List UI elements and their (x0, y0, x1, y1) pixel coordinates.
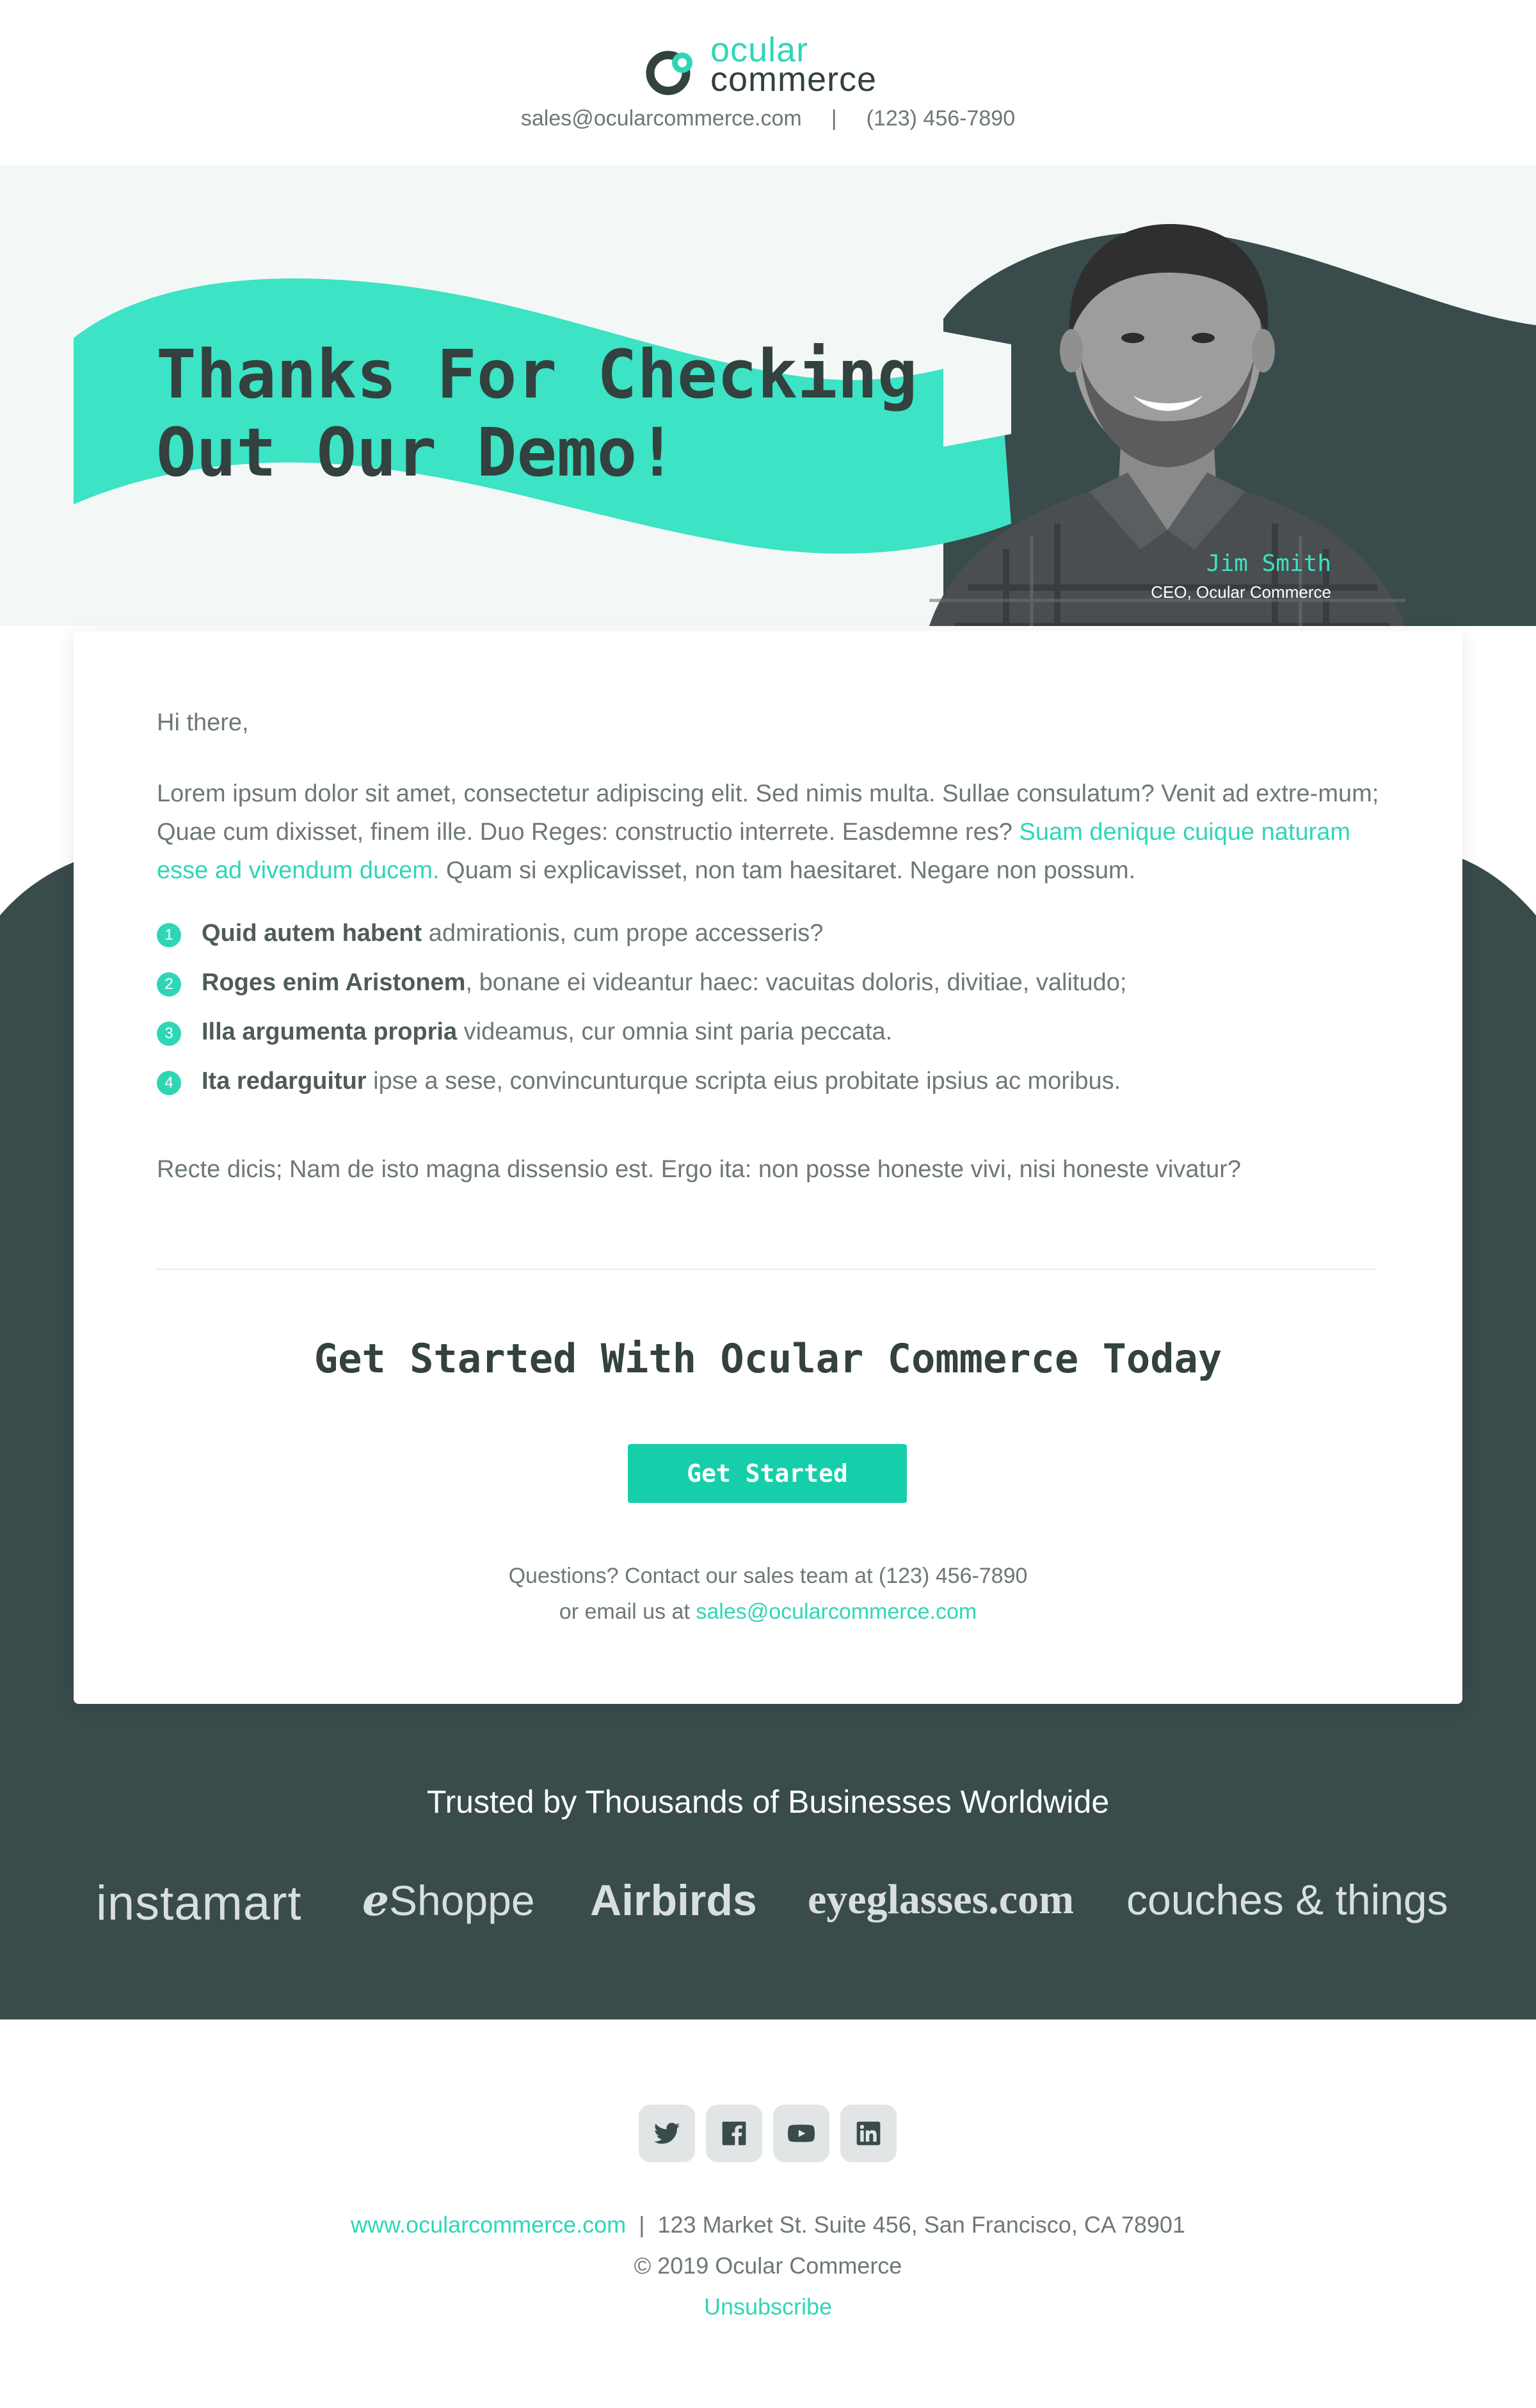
facebook-icon (720, 2119, 748, 2147)
ocular-commerce-logo[interactable] (645, 31, 901, 99)
number-badge: 1 (157, 923, 181, 947)
list-item-text: ipse a sese, convincunturque scripta eius probitate ipsius ac moribus. (366, 1068, 1121, 1095)
brand-logo-eyeglasses: eyeglasses.com (808, 1876, 1075, 1923)
footer-address: 123 Market St. Suite 456, San Francisco, CA 78901 (657, 2211, 1185, 2238)
questions-email-link[interactable]: sales@ocularcommerce.com (696, 1600, 977, 1624)
list-item (157, 1013, 1392, 1062)
intro-inline-link[interactable]: Suam denique cuique naturam esse ad vivendum ducem. (157, 819, 1351, 884)
questions-prefix: or email us at (559, 1600, 696, 1624)
list-item-text: , bonane ei videantur haec: vacuitas doloris, divitiae, valitudo; (465, 969, 1127, 996)
twitter-button[interactable] (639, 2105, 695, 2162)
intro-paragraph (157, 775, 1392, 890)
intro-text-after: Quam si explicavisset, non tam haesitaret. Negare non possum. (439, 857, 1136, 884)
youtube-icon (787, 2119, 815, 2147)
trusted-heading: Trusted by Thousands of Businesses Worldwide (426, 1784, 1110, 1820)
questions-line-2 (74, 1594, 1462, 1630)
hero-title: Thanks For Checking Out Our Demo! (156, 335, 918, 492)
footer-copyright: © 2019 Ocular Commerce (634, 2252, 902, 2279)
ceo-role: CEO, Ocular Commerce (1151, 582, 1331, 602)
questions-text (74, 1558, 1462, 1630)
list-item (157, 914, 1392, 963)
ceo-name: Jim Smith (1206, 550, 1331, 577)
header-contact-line (0, 106, 1536, 131)
list-item (157, 963, 1392, 1013)
youtube-button[interactable] (773, 2105, 829, 2162)
brand-logo-eshoppe (362, 1875, 535, 1925)
cta-heading: Get Started With Ocular Commerce Today (314, 1335, 1222, 1382)
list-item-bold: Illa argumenta propria (202, 1018, 458, 1045)
footer-website-link[interactable]: www.ocularcommerce.com (351, 2211, 627, 2238)
number-badge: 4 (157, 1071, 181, 1095)
numbered-list (157, 914, 1392, 1111)
list-item-text: videamus, cur omnia sint paria peccata. (457, 1018, 893, 1045)
email-header (0, 0, 1536, 165)
divider (157, 1269, 1377, 1270)
linkedin-button[interactable] (840, 2105, 897, 2162)
message-card (74, 631, 1462, 1704)
social-links (639, 2105, 897, 2165)
logo-word-ocular: ocular (710, 31, 809, 69)
brand-logo-instamart: instamart (96, 1876, 302, 1930)
brand-eshoppe-name: Shoppe (389, 1877, 535, 1924)
footer-separator: | (639, 2211, 645, 2238)
email-footer (0, 2019, 1536, 2408)
brand-logo-airbirds: Airbirds (590, 1876, 757, 1925)
header-email-link[interactable]: sales@ocularcommerce.com (520, 106, 802, 131)
header-phone-link[interactable]: (123) 456-7890 (866, 106, 1016, 131)
brand-logo-couches-things: couches & things (1126, 1876, 1448, 1923)
facebook-button[interactable] (706, 2105, 762, 2162)
list-item-text: admirationis, cum prope accesseris? (422, 920, 824, 947)
logo-word-commerce: commerce (710, 60, 877, 99)
questions-line-1: Questions? Contact our sales team at (123) 456-7890 (508, 1564, 1028, 1588)
ceo-portrait-image (929, 191, 1405, 626)
list-item-bold: Ita redarguitur (202, 1068, 367, 1095)
hero-banner (0, 165, 1536, 626)
brand-eshoppe-prefix: e (362, 1875, 389, 1925)
get-started-button[interactable]: Get Started (628, 1444, 907, 1503)
footer-info-line (0, 2211, 1536, 2238)
unsubscribe-link[interactable]: Unsubscribe (703, 2293, 833, 2320)
header-separator: | (831, 106, 837, 131)
closing-text: Recte dicis; Nam de isto magna dissensio est. Ergo ita: non posse honeste vivi, nisi honeste vivatur? (157, 1156, 1241, 1183)
list-item (157, 1062, 1392, 1111)
logo-mark-icon (645, 44, 699, 97)
list-item-bold: Roges enim Aristonem (202, 969, 466, 996)
linkedin-icon (854, 2119, 883, 2147)
number-badge: 3 (157, 1022, 181, 1046)
number-badge: 2 (157, 972, 181, 997)
greeting-text: Hi there, (157, 709, 249, 736)
list-item-bold: Quid autem habent (202, 920, 422, 947)
intro-text-before: Lorem ipsum dolor sit amet, consectetur adipiscing elit. Sed nimis multa. Sullae consulatum? Venit ad extre-mum; Quae cum dixisset, finem ille. Duo Reges: constructio interrete. Easdemne res? (157, 780, 1379, 846)
twitter-icon (653, 2119, 681, 2147)
